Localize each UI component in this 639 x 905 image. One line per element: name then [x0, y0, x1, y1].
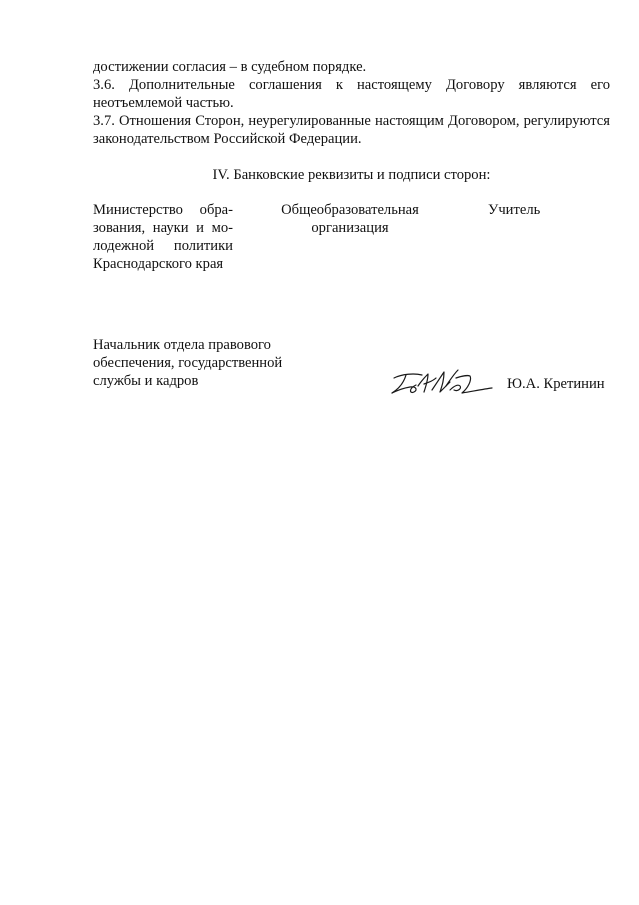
- contract-clauses: [93, 58, 610, 148]
- clause-3-7: 3.7. Отношения Сторон, неурегулированные настоящим Договором, регулируются законодательством Российской Федерации.: [93, 113, 610, 147]
- school-line-1: Общеобразовательная: [281, 202, 419, 218]
- party-school: [270, 201, 430, 237]
- signer-line-3: службы и кадров: [93, 373, 199, 389]
- ministry-line-1: Министерство обра-: [93, 202, 233, 218]
- signer-line-2: обеспечения, государственной: [93, 355, 283, 371]
- clause-3-6: 3.6. Дополнительные соглашения к настоящему Договору являются его неотъемлемой частью.: [93, 77, 610, 111]
- signer-line-1: Начальник отдела правового: [93, 337, 271, 353]
- ministry-line-4: Краснодарского края: [93, 256, 224, 272]
- school-line-2: организация: [311, 220, 389, 236]
- handwritten-signature: [388, 366, 494, 398]
- signer-position: [93, 336, 323, 390]
- ministry-line-3: лодежной политики: [93, 238, 233, 254]
- signer-name: Ю.А. Кретинин: [507, 376, 605, 392]
- party-teacher: Учитель: [488, 202, 541, 218]
- party-ministry: [93, 201, 233, 273]
- ministry-line-2: зования, науки и мо-: [93, 220, 233, 236]
- section-title: IV. Банковские реквизиты и подписи сторон:: [212, 167, 491, 183]
- clause-continuation: достижении согласия – в судебном порядке.: [93, 59, 367, 75]
